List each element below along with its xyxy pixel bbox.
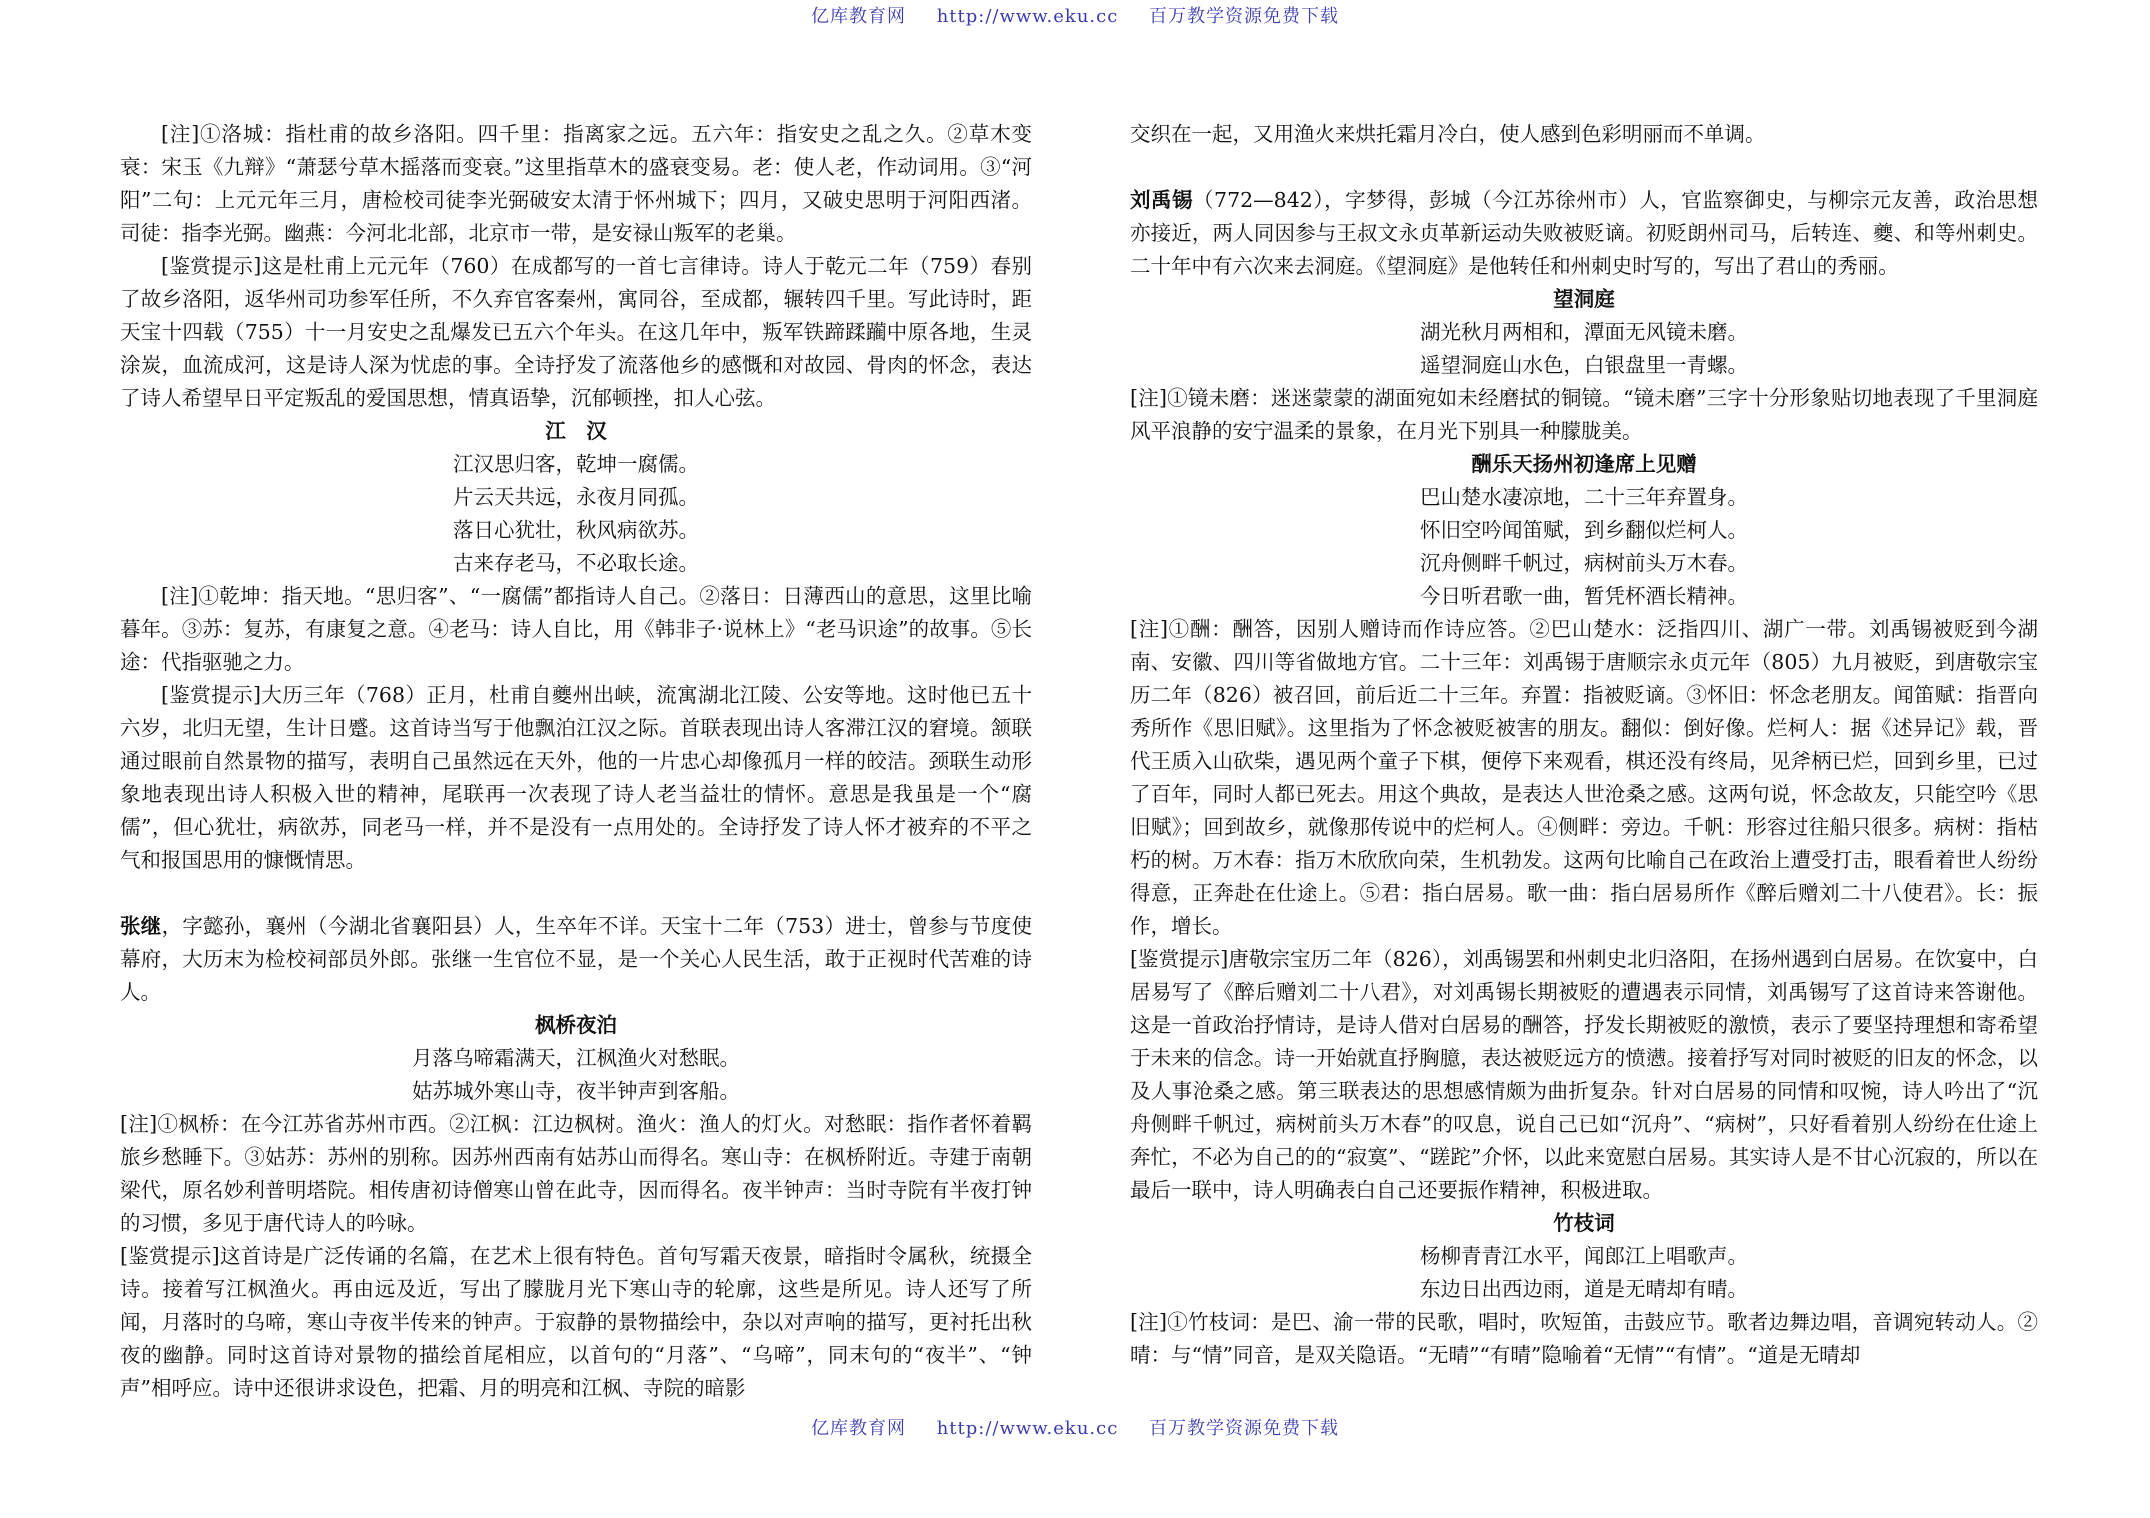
poem-title: 竹枝词 — [1553, 1211, 1615, 1235]
tip-paragraph — [120, 679, 1032, 877]
tip-tag: [鉴赏提示] — [1130, 947, 1229, 971]
poem-line: 姑苏城外寒山寺，夜半钟声到客船。 — [412, 1079, 740, 1103]
note-tag: [注] — [161, 584, 199, 608]
poem-title: 酬乐天扬州初逢席上见赠 — [1471, 452, 1697, 476]
poem-line: 落日心犹壮，秋风病欲苏。 — [453, 518, 699, 542]
footer-site[interactable]: 亿库教育网 — [810, 1418, 906, 1439]
note-text: ①乾坤：指天地。“思归客”、“一腐儒”都指诗人自己。②落日：日薄西山的意思，这里比喻暮年。③苏：复苏，有康复之意。④老马：诗人自比，用《韩非子·说林上》“老马识途”的故事。⑤长途：代指驱驰之力。 — [120, 584, 1033, 674]
poem-line: 东边日出西边雨，道是无晴却有晴。 — [1420, 1277, 1748, 1301]
author-bio: ，字懿孙，襄州（今湖北省襄阳县）人，生卒年不详。天宝十二年（753）进士，曾参与节度使幕府，大历末为检校祠部员外郎。张继一生官位不显，是一个关心人民生活，敢于正视时代苦难的诗人。 — [120, 914, 1032, 1004]
tip-text: 唐敬宗宝历二年（826），刘禹锡罢和州刺史北归洛阳，在扬州遇到白居易。在饮宴中，白居易写了《醉后赠刘二十八君》，对刘禹锡长期被贬的遭遇表示同情，刘禹锡写了这首诗来答谢他。这是一首政治抒情诗，是诗人借对白居易的酬答，抒发长期被贬的激愤，表示了要坚持理想和寄希望于未来的信念。诗一开始就直抒胸臆，表达被贬远方的愤懑。接着抒写对同时被贬的旧友的怀念，以及人事沧桑之感。第三联表达的思想感情颇为曲折复杂。针对白居易的同情和叹惋，诗人吟出了“沉舟侧畔千帆过，病树前头万木春”的叹息，说自己已如“沉舟”、“病树”，只好看着别人纷纷在仕途上奔忙，不必为自己的的“寂寞”、“蹉跎”介怀，以此来宽慰白居易。其实诗人是不甘心沉寂的，所以在最后一联中，诗人明确表白自己还要振作精神，积极进取。 — [1130, 947, 2038, 1202]
poem-line: 杨柳青青江水平，闻郎江上唱歌声。 — [1420, 1244, 1748, 1268]
tip-tag: [鉴赏提示] — [161, 254, 262, 278]
poem-line: 湖光秋月两相和，潭面无风镜未磨。 — [1420, 320, 1748, 344]
page-footer — [0, 1414, 2150, 1440]
note-paragraph — [1130, 1306, 2038, 1372]
note-paragraph — [120, 580, 1032, 679]
poem-line: 古来存老马，不必取长途。 — [453, 551, 699, 575]
left-column — [120, 118, 1032, 1405]
tip-paragraph — [1130, 943, 2038, 1207]
poem-line: 巴山楚水凄凉地，二十三年弃置身。 — [1420, 485, 1748, 509]
note-text: ①酬：酬答，因别人赠诗而作诗应答。②巴山楚水：泛指四川、湖广一带。刘禹锡被贬到今湖南、安徽、四川等省做地方官。二十三年：刘禹锡于唐顺宗永贞元年（805）九月被贬，到唐敬宗宝历二年（826）被召回，前后近二十三年。弃置：指被贬谪。③怀旧：怀念老朋友。闻笛赋：指晋向秀所作《思旧赋》。这里指为了怀念被贬被害的朋友。翻似：倒好像。烂柯人：据《述异记》载，晋代王质入山砍柴，遇见两个童子下棋，便停下来观看，棋还没有终局，见斧柄已烂，回到乡里，已过了百年，同时人都已死去。用这个典故，是表达人世沧桑之感。这两句说，怀念故友，只能空吟《思旧赋》；回到故乡，就像那传说中的烂柯人。④侧畔：旁边。千帆：形容过往船只很多。病树：指枯朽的树。万木春：指万木欣欣向荣，生机勃发。这两句比喻自己在政治上遭受打击，眼看着世人纷纷得意，正奔赴在仕途上。⑤君：指白居易。歌一曲：指白居易所作《醉后赠刘二十八使君》。长：振作，增长。 — [1130, 617, 2038, 938]
tip-text: 这首诗是广泛传诵的名篇，在艺术上很有特色。首句写霜天夜景，暗指时令属秋，统摄全诗。接着写江枫渔火。再由远及近，写出了朦胧月光下寒山寺的轮廓，这些是所见。诗人还写了所闻，月落时的乌啼，寒山寺夜半传来的钟声。于寂静的景物描绘中，杂以对声响的描写，更衬托出秋夜的幽静。同时这首诗对景物的描绘首尾相应，以首句的“月落”、“乌啼”，同末句的“夜半”、“钟声”相呼应。诗中还很讲求设色，把霜、月的明亮和江枫、寺院的暗影 — [120, 1244, 1033, 1400]
tip-paragraph — [120, 1240, 1032, 1405]
right-column — [1130, 118, 2038, 1372]
poem-title: 望洞庭 — [1553, 287, 1615, 311]
note-paragraph — [1130, 613, 2038, 943]
note-tag: [注] — [161, 122, 200, 146]
note-tag: [注] — [120, 1112, 158, 1136]
note-text: ①镜未磨：迷迷蒙蒙的湖面宛如未经磨拭的铜镜。“镜未磨”三字十分形象贴切地表现了千里洞庭风平浪静的安宁温柔的景象，在月光下别具一种朦胧美。 — [1130, 386, 2038, 443]
poem-title: 江 汉 — [545, 419, 607, 443]
poem-line: 沉舟侧畔千帆过，病树前头万木春。 — [1420, 551, 1748, 575]
poem-line: 今日听君歌一曲，暂凭杯酒长精神。 — [1420, 584, 1748, 608]
note-paragraph — [120, 1108, 1032, 1240]
page-header — [0, 2, 2150, 28]
tip-paragraph — [120, 250, 1032, 415]
tip-tag: [鉴赏提示] — [161, 683, 261, 707]
header-url[interactable]: http://www.eku.cc — [936, 6, 1119, 27]
poem-line: 遥望洞庭山水色，白银盘里一青螺。 — [1420, 353, 1748, 377]
continued-paragraph: 交织在一起，又用渔火来烘托霜月冷白，使人感到色彩明丽而不单调。 — [1130, 122, 1766, 146]
author-name: 刘禹锡 — [1130, 188, 1194, 212]
note-paragraph — [1130, 382, 2038, 448]
poem-title: 枫桥夜泊 — [535, 1013, 617, 1037]
note-text: ①竹枝词：是巴、渝一带的民歌，唱时，吹短笛，击鼓应节。歌者边舞边唱，音调宛转动人。②晴：与“情”同音，是双关隐语。“无晴”“有晴”隐喻着“无情”“有情”。“道是无晴却 — [1130, 1310, 2039, 1367]
footer-slogan: 百万教学资源免费下载 — [1149, 1418, 1340, 1439]
note-text: ①枫桥：在今江苏省苏州市西。②江枫：江边枫树。渔火：渔人的灯火。对愁眠：指作者怀着羁旅乡愁睡下。③姑苏：苏州的别称。因苏州西南有姑苏山而得名。寒山寺：在枫桥附近。寺建于南朝梁代，原名妙利普明塔院。相传唐初诗僧寒山曾在此寺，因而得名。夜半钟声：当时寺院有半夜打钟的习惯，多见于唐代诗人的吟咏。 — [120, 1112, 1032, 1235]
poem-line: 怀旧空吟闻笛赋，到乡翻似烂柯人。 — [1420, 518, 1748, 542]
note-paragraph — [120, 118, 1032, 250]
spacer — [1130, 151, 2038, 184]
author-bio: （772—842），字梦得，彭城（今江苏徐州市）人，官监察御史，与柳宗元友善，政治思想亦接近，两人同因参与王叔文永贞革新运动失败被贬谪。初贬朗州司马，后转连、夔、和等州刺史。二十年中有六次来去洞庭。《望洞庭》是他转任和州刺史时写的，写出了君山的秀丽。 — [1130, 188, 2038, 278]
spacer — [120, 877, 1032, 910]
author-paragraph — [1130, 184, 2038, 283]
poem-line: 片云天共远，永夜月同孤。 — [453, 485, 699, 509]
poem-line: 月落乌啼霜满天，江枫渔火对愁眠。 — [412, 1046, 740, 1070]
header-slogan: 百万教学资源免费下载 — [1149, 6, 1340, 27]
note-text: ①洛城：指杜甫的故乡洛阳。四千里：指离家之远。五六年：指安史之乱之久。②草木变衰：宋玉《九辩》“萧瑟兮草木摇落而变衰。”这里指草木的盛衰变易。老：使人老，作动词用。③“河阳”二句：上元元年三月，唐检校司徒李光弼破安太清于怀州城下；四月，又破史思明于河阳西渚。司徒：指李光弼。幽燕：今河北北部，北京市一带，是安禄山叛军的老巢。 — [120, 122, 1032, 245]
tip-tag: [鉴赏提示] — [120, 1244, 220, 1268]
note-tag: [注] — [1130, 1310, 1167, 1334]
tip-text: 大历三年（768）正月，杜甫自夔州出峡，流寓湖北江陵、公安等地。这时他已五十六岁，北归无望，生计日蹙。这首诗当写于他飘泊江汉之际。首联表现出诗人客滞江汉的窘境。颔联通过眼前自然景物的描写，表明自己虽然远在天外，他的一片忠心却像孤月一样的皎洁。颈联生动形象地表现出诗人积极入世的精神，尾联再一次表现了诗人老当益壮的情怀。意思是我虽是一个“腐儒”，但心犹壮，病欲苏，同老马一样，并不是没有一点用处的。全诗抒发了诗人怀才被弃的不平之气和报国思用的慷慨情思。 — [120, 683, 1032, 872]
tip-text: 这是杜甫上元元年（760）在成都写的一首七言律诗。诗人于乾元二年（759）春别了故乡洛阳，返华州司功参军任所，不久弃官客秦州，寓同谷，至成都，辗转四千里。写此诗时，距天宝十四载（755）十一月安史之乱爆发已五六个年头。在这几年中，叛军铁蹄蹂躏中原各地，生灵涂炭，血流成河，这是诗人深为忧虑的事。全诗抒发了流落他乡的感慨和对故园、骨肉的怀念，表达了诗人希望早日平定叛乱的爱国思想，情真语挚，沉郁顿挫，扣人心弦。 — [120, 254, 1032, 410]
note-tag: [注] — [1130, 617, 1168, 641]
header-site[interactable]: 亿库教育网 — [810, 6, 906, 27]
author-name: 张继 — [120, 914, 162, 938]
author-paragraph — [120, 910, 1032, 1009]
footer-url[interactable]: http://www.eku.cc — [936, 1418, 1119, 1439]
poem-line: 江汉思归客，乾坤一腐儒。 — [453, 452, 699, 476]
note-tag: [注] — [1130, 386, 1167, 410]
